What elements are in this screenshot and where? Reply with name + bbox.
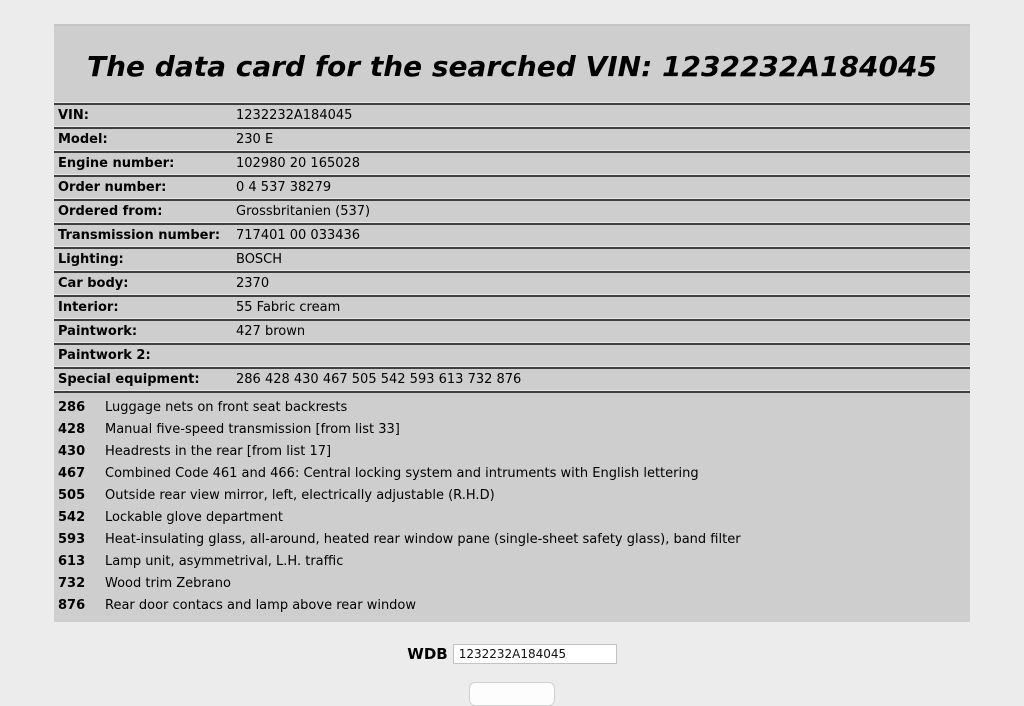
equipment-row [54, 507, 970, 529]
equipment-code: 430 [58, 444, 86, 459]
equipment-description: Headrests in the rear [from list 17] [105, 444, 332, 459]
equipment-code: 593 [58, 532, 86, 547]
field-row [54, 129, 970, 150]
field-row [54, 201, 970, 222]
equipment-row [54, 397, 970, 419]
wdb-label: WDB [407, 645, 448, 663]
equipment-row [54, 595, 970, 617]
field-value: 2370 [236, 276, 270, 291]
field-label: Paintwork: [58, 324, 138, 339]
equipment-description: Lamp unit, asymmetrival, L.H. traffic [105, 554, 344, 569]
equipment-code: 505 [58, 488, 86, 503]
data-card-fields [54, 105, 970, 393]
field-value: 286 428 430 467 505 542 593 613 732 876 [236, 372, 522, 387]
equipment-code: 613 [58, 554, 86, 569]
equipment-code: 542 [58, 510, 86, 525]
equipment-description: Luggage nets on front seat backrests [105, 400, 348, 415]
equipment-code: 428 [58, 422, 86, 437]
equipment-list [54, 393, 970, 622]
field-row [54, 321, 970, 342]
field-row [54, 153, 970, 174]
field-label: Transmission number: [58, 228, 221, 243]
equipment-code: 467 [58, 466, 86, 481]
field-label: Paintwork 2: [58, 348, 151, 363]
field-label: Order number: [58, 180, 167, 195]
field-value: Grossbritanien (537) [236, 204, 371, 219]
equipment-row [54, 573, 970, 595]
field-label: Lighting: [58, 252, 124, 267]
page-title: The data card for the searched VIN: 1232232A184045 [87, 49, 937, 83]
equipment-row [54, 419, 970, 441]
field-row [54, 177, 970, 198]
equipment-description: Lockable glove department [105, 510, 283, 525]
equipment-description: Heat-insulating glass, all-around, heated rear window pane (single-sheet safety glass), band filter [105, 532, 741, 547]
field-value: 230 E [236, 132, 274, 147]
field-row [54, 225, 970, 246]
equipment-code: 732 [58, 576, 86, 591]
equipment-description: Wood trim Zebrano [105, 576, 231, 591]
field-value: 427 brown [236, 324, 306, 339]
field-value: 1232232A184045 [236, 108, 353, 123]
field-label: Special equipment: [58, 372, 200, 387]
field-label: VIN: [58, 108, 89, 123]
equipment-description: Combined Code 461 and 466: Central locking system and intruments with English lettering [105, 466, 699, 481]
field-label: Engine number: [58, 156, 175, 171]
field-label: Interior: [58, 300, 119, 315]
vin-input[interactable] [453, 644, 617, 664]
field-label: Car body: [58, 276, 129, 291]
field-row [54, 249, 970, 270]
equipment-code: 286 [58, 400, 86, 415]
equipment-code: 876 [58, 598, 86, 613]
field-label: Ordered from: [58, 204, 163, 219]
data-card [54, 24, 970, 622]
equipment-row [54, 529, 970, 551]
field-row [54, 273, 970, 294]
field-row [54, 345, 970, 366]
vin-search-form [0, 644, 1024, 664]
field-row [54, 297, 970, 318]
equipment-description: Outside rear view mirror, left, electrically adjustable (R.H.D) [105, 488, 495, 503]
field-value: 55 Fabric cream [236, 300, 341, 315]
equipment-description: Manual five-speed transmission [from list 33] [105, 422, 400, 437]
field-value: 102980 20 165028 [236, 156, 361, 171]
field-row [54, 369, 970, 390]
equipment-row [54, 485, 970, 507]
equipment-row [54, 441, 970, 463]
field-value: 717401 00 033436 [236, 228, 361, 243]
field-label: Model: [58, 132, 108, 147]
field-value: 0 4 537 38279 [236, 180, 332, 195]
equipment-row [54, 551, 970, 573]
field-row [54, 105, 970, 126]
equipment-row [54, 463, 970, 485]
equipment-description: Rear door contacs and lamp above rear window [105, 598, 417, 613]
field-value: BOSCH [236, 252, 283, 267]
